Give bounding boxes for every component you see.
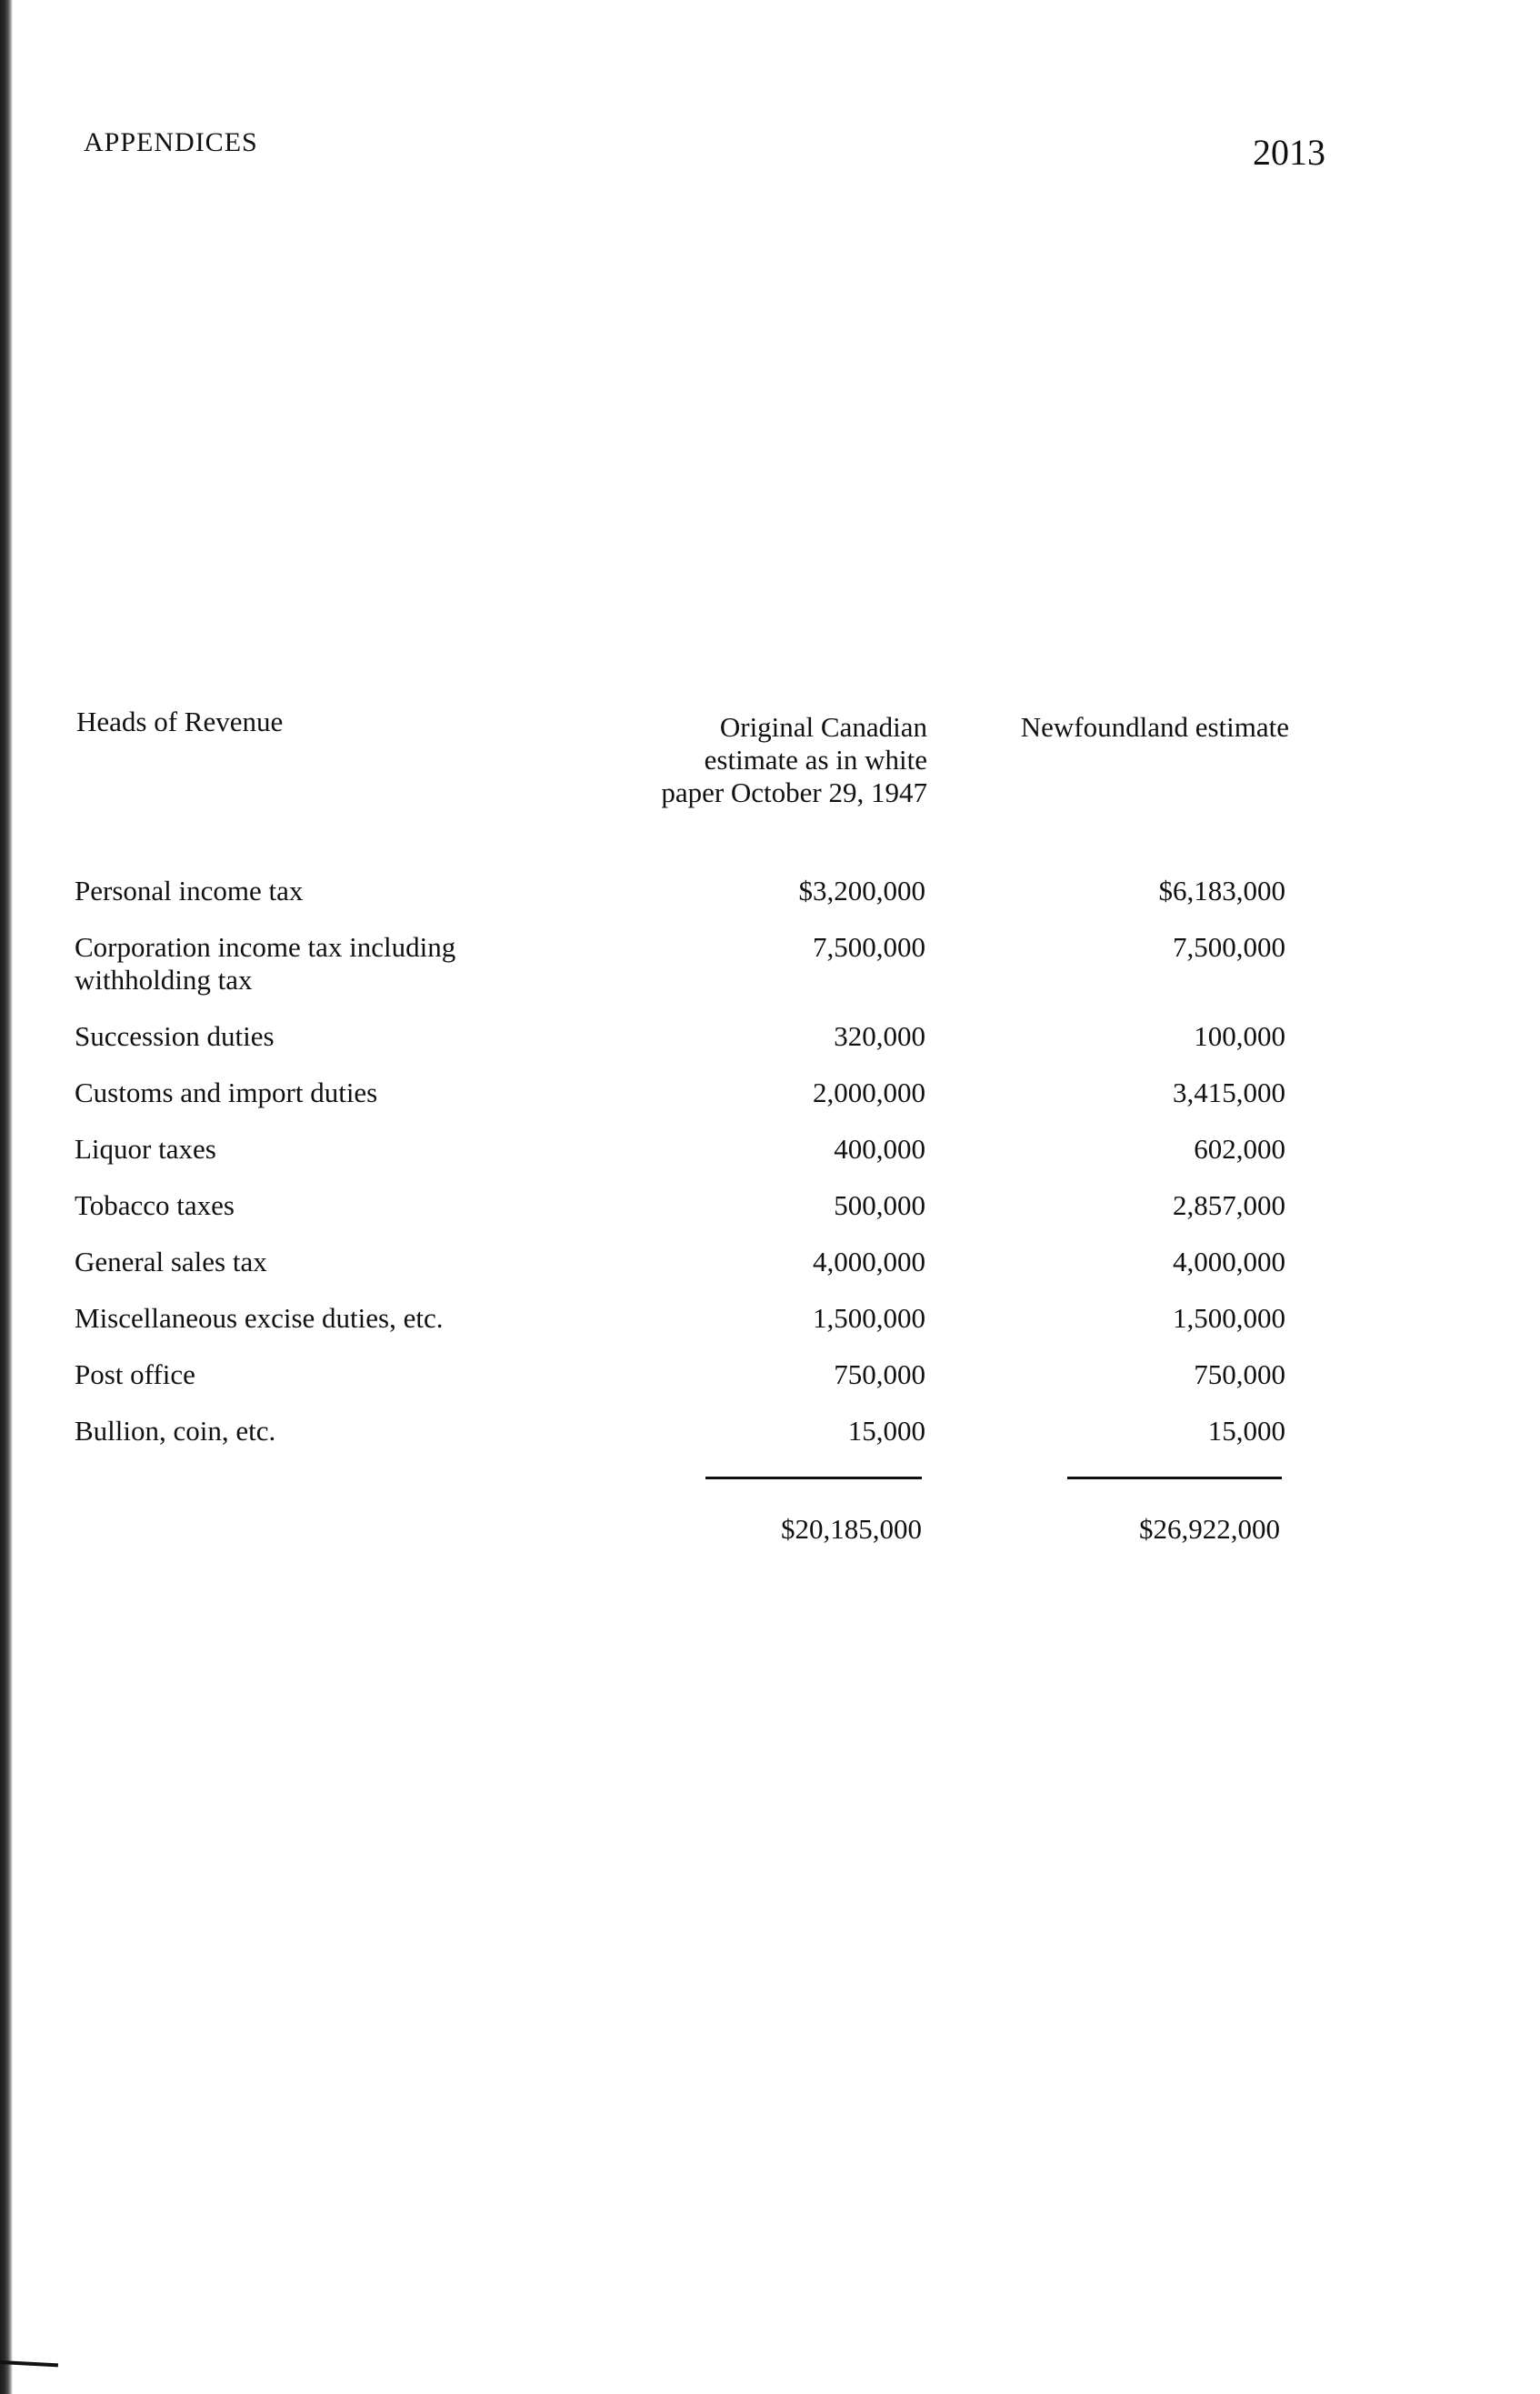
canadian-value: 320,000	[834, 1020, 925, 1052]
canadian-value: 1,500,000	[813, 1302, 925, 1334]
row-label-line: Liquor taxes	[75, 1133, 216, 1165]
row-label	[75, 1189, 547, 1222]
row-label-line: withholding tax	[75, 964, 253, 996]
newfoundland-value: 750,000	[1194, 1358, 1285, 1390]
canadian-value: 750,000	[834, 1358, 925, 1390]
row-label-line: Personal income tax	[75, 875, 304, 907]
canadian-value: 15,000	[847, 1415, 925, 1447]
row-label-line: Corporation income tax including	[75, 931, 456, 963]
column-header-canadian-estimate	[600, 711, 927, 809]
column-header-newfoundland-estimate: Newfoundland estimate	[1020, 711, 1289, 743]
table-row	[0, 1415, 1540, 1466]
canadian-value: $3,200,000	[798, 875, 925, 907]
newfoundland-value: 4,000,000	[1173, 1246, 1285, 1277]
row-label	[75, 1077, 547, 1109]
column-header-canadian-line: estimate as in white	[704, 744, 927, 776]
newfoundland-value: 7,500,000	[1173, 931, 1285, 963]
newfoundland-value: 100,000	[1194, 1020, 1285, 1052]
newfoundland-value: 3,415,000	[1173, 1077, 1285, 1108]
newfoundland-value: $6,183,000	[1158, 875, 1285, 907]
page-number: 2013	[1253, 132, 1325, 173]
row-label	[75, 1415, 547, 1447]
row-label	[75, 875, 547, 907]
total-newfoundland: $26,922,000	[1139, 1513, 1280, 1545]
canadian-value: 4,000,000	[813, 1246, 925, 1277]
canadian-value: 7,500,000	[813, 931, 925, 963]
table-row	[0, 1077, 1540, 1127]
column-header-canadian-line: paper October 29, 1947	[661, 776, 927, 808]
row-label-line: Bullion, coin, etc.	[75, 1415, 276, 1447]
row-label	[75, 1020, 547, 1053]
table-row	[0, 931, 1540, 996]
table-row	[0, 1246, 1540, 1297]
total-rule-newfoundland	[1067, 1477, 1282, 1479]
canadian-value: 400,000	[834, 1133, 925, 1165]
row-label-line: Succession duties	[75, 1020, 275, 1052]
newfoundland-value: 1,500,000	[1173, 1302, 1285, 1334]
table-row	[0, 875, 1540, 926]
row-label-line: General sales tax	[75, 1246, 267, 1277]
row-label	[75, 1133, 547, 1166]
table-row	[0, 1133, 1540, 1184]
canadian-value: 500,000	[834, 1189, 925, 1221]
row-label-line: Customs and import duties	[75, 1077, 378, 1108]
running-head: APPENDICES	[84, 127, 258, 157]
table-row	[0, 1189, 1540, 1240]
row-label	[75, 931, 547, 997]
row-label-line: Tobacco taxes	[75, 1189, 235, 1221]
newfoundland-value: 15,000	[1207, 1415, 1285, 1447]
table-row	[0, 1020, 1540, 1071]
total-rule-canadian	[705, 1477, 922, 1479]
total-canadian: $20,185,000	[781, 1513, 922, 1545]
row-label-line: Post office	[75, 1358, 195, 1390]
newfoundland-value: 602,000	[1194, 1133, 1285, 1165]
table-row	[0, 1358, 1540, 1409]
row-label	[75, 1246, 547, 1278]
column-header-heads-of-revenue: Heads of Revenue	[76, 706, 284, 737]
column-header-canadian-line: Original Canadian	[719, 711, 927, 743]
newfoundland-value: 2,857,000	[1173, 1189, 1285, 1221]
row-label	[75, 1358, 547, 1391]
row-label	[75, 1302, 547, 1335]
row-label-line: Miscellaneous excise duties, etc.	[75, 1302, 444, 1334]
table-row	[0, 1302, 1540, 1353]
canadian-value: 2,000,000	[813, 1077, 925, 1108]
